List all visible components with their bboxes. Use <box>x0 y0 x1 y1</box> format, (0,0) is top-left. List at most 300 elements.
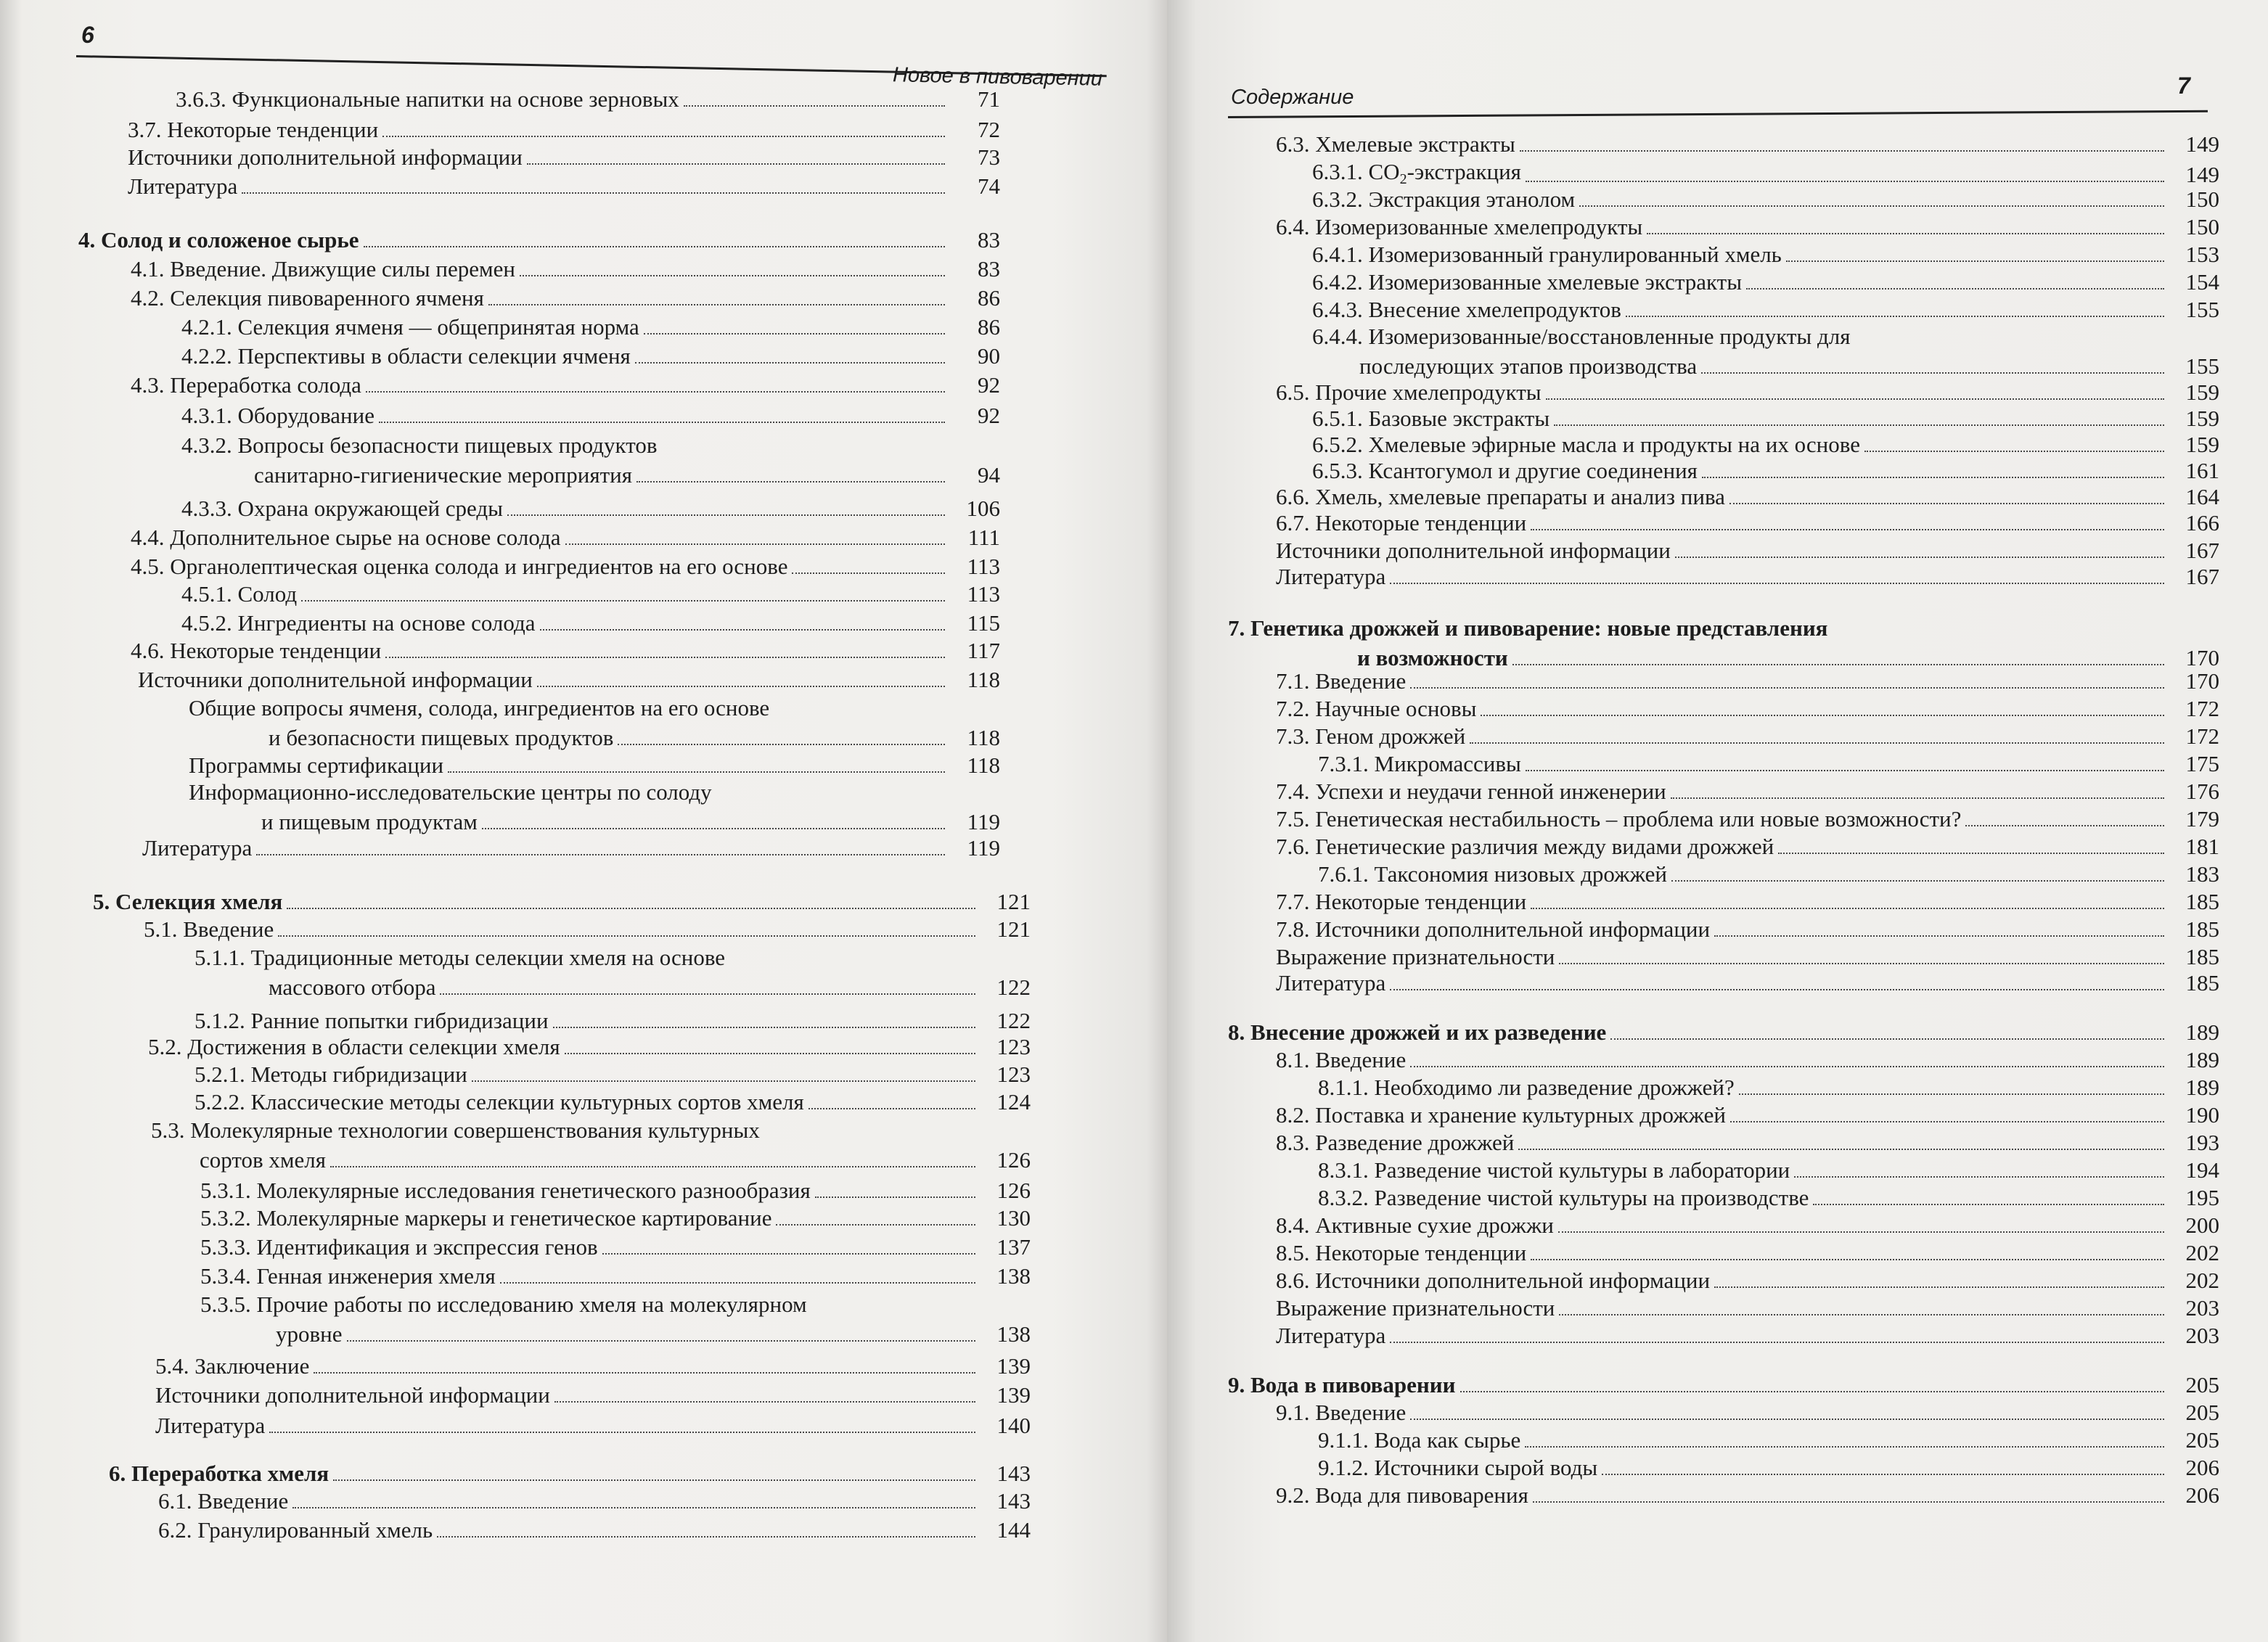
left-toc-entry-37 <box>155 1382 1031 1408</box>
toc-page-number: 138 <box>996 1263 1031 1289</box>
toc-entry-title: 5. Селекция хмеля <box>93 889 283 914</box>
right-toc-entry-0 <box>1276 131 2219 157</box>
toc-page-number: 92 <box>978 372 1000 398</box>
dot-leader <box>1531 908 2164 909</box>
right-toc-entry-17 <box>1276 668 2219 694</box>
toc-page-number: 144 <box>996 1517 1031 1543</box>
toc-entry-title: Источники дополнительной информации <box>138 667 533 692</box>
dot-leader <box>1546 398 2164 400</box>
toc-page-number: 185 <box>2185 916 2219 942</box>
right-toc-entry-22 <box>1276 805 2219 832</box>
toc-page-number: 121 <box>996 916 1031 942</box>
toc-entry-title: 6.5.2. Хмелевые эфирные масла и продукты на их основе <box>1312 432 1860 457</box>
dot-leader <box>256 854 945 855</box>
toc-entry-title: 8.3.2. Разведение чистой культуры на производстве <box>1318 1185 1809 1210</box>
toc-entry-title: 8.4. Активные сухие дрожжи <box>1276 1212 1554 1238</box>
toc-page-number: 175 <box>2185 751 2219 776</box>
dot-leader <box>278 935 975 937</box>
dot-leader <box>364 246 945 247</box>
toc-entry-title: Литература <box>155 1413 266 1438</box>
toc-page-number: 205 <box>2185 1400 2219 1425</box>
left-toc-entry-13 <box>131 524 1000 551</box>
toc-page-number: 206 <box>2185 1482 2219 1508</box>
left-toc-entry-17 <box>131 637 1000 664</box>
toc-page-number: 73 <box>978 144 1000 170</box>
toc-page-number: 126 <box>996 1147 1031 1173</box>
left-toc-entry-9 <box>131 371 1000 398</box>
dot-leader <box>1610 1038 2164 1040</box>
toc-entry-title: 5.3.3. Идентификация и экспрессия генов <box>200 1234 598 1260</box>
toc-page-number: 122 <box>996 1008 1031 1033</box>
toc-entry-title: 4.2.2. Перспективы в области селекции ячменя <box>181 343 631 369</box>
left-toc-entry-19 <box>269 724 1000 751</box>
toc-page-number: 181 <box>2185 834 2219 859</box>
dot-leader <box>520 275 945 276</box>
left-toc-entry-0 <box>176 86 1000 112</box>
toc-entry-title: 4.1. Введение. Движущие силы перемен <box>131 256 515 282</box>
toc-page-number: 90 <box>978 343 1000 369</box>
dot-leader <box>554 1401 975 1403</box>
toc-page-number: 118 <box>967 752 1000 778</box>
toc-entry-title: сортов хмеля <box>200 1147 326 1173</box>
toc-entry-title: 5.2. Достижения в области селекции хмеля <box>148 1034 560 1059</box>
toc-entry-title: 7.3.1. Микромассивы <box>1318 751 1521 776</box>
left-toc-entry-15 <box>181 580 1000 607</box>
dot-leader <box>507 514 945 516</box>
toc-entry-title: 8.3. Разведение дрожжей <box>1276 1130 1515 1155</box>
dot-leader <box>684 105 945 107</box>
toc-entry-title: 4.5.1. Солод <box>181 581 298 607</box>
dot-leader <box>1390 583 2164 584</box>
right-toc-entry-19 <box>1276 723 2219 750</box>
toc-page-number: 185 <box>2185 944 2219 969</box>
right-toc-entry-42 <box>1276 1399 2219 1426</box>
toc-page-number: 83 <box>978 227 1000 253</box>
toc-entry-title: 3.6.3. Функциональные напитки на основе зерновых <box>176 86 679 112</box>
dot-leader <box>1729 503 2164 504</box>
toc-page-number: 106 <box>966 496 1000 521</box>
dot-leader <box>792 572 945 574</box>
toc-entry-title: 9.2. Вода для пивоварения <box>1276 1482 1528 1508</box>
toc-page-number: 172 <box>2185 723 2219 749</box>
toc-entry-title: и пищевым продуктам <box>261 809 478 834</box>
left-toc-entry-10 <box>181 402 1000 429</box>
dot-leader <box>540 629 945 631</box>
dot-leader <box>1410 687 2164 689</box>
running-header-left: Новое в пивоварении <box>892 63 1103 91</box>
left-toc-entry-1 <box>128 116 1000 143</box>
left-toc-entry-4 <box>78 226 1000 253</box>
toc-entry-title: 5.1. Введение <box>144 916 274 942</box>
dot-leader <box>527 163 945 165</box>
toc-page-number: 170 <box>2185 668 2219 694</box>
toc-entry-title: 6.3.1. $CO_2$-экстракция <box>1312 159 1521 187</box>
toc-page-number: 140 <box>996 1413 1031 1438</box>
left-toc-entry-21 <box>261 808 1000 835</box>
dot-leader <box>1470 742 2164 744</box>
toc-page-number: 179 <box>2185 806 2219 832</box>
toc-page-number: 202 <box>2185 1240 2219 1265</box>
dot-leader <box>314 1372 975 1374</box>
dot-leader <box>815 1196 975 1198</box>
toc-entry-title: 6.6. Хмель, хмелевые препараты и анализ пива <box>1276 484 1725 509</box>
toc-page-number: 153 <box>2185 242 2219 267</box>
dot-leader <box>1531 1259 2164 1260</box>
right-toc-entry-36 <box>1276 1212 2219 1239</box>
toc-entry-title: 4.6. Некоторые тенденции <box>131 638 382 663</box>
toc-entry-title: 5.3.2. Молекулярные маркеры и генетическое картирование <box>200 1205 772 1231</box>
toc-entry-title: 5.2.2. Классические методы селекции культурных сортов хмеля <box>195 1089 804 1114</box>
left-toc-entry-8 <box>181 342 1000 369</box>
toc-page-number: 194 <box>2185 1157 2219 1183</box>
toc-page-number: 94 <box>978 462 1000 488</box>
left-toc-entry-30 <box>200 1146 1031 1173</box>
right-toc-entry-3 <box>1276 213 2219 240</box>
toc-page-number: 159 <box>2185 406 2219 431</box>
toc-entry-title: 6.4.2. Изомеризованные хмелевые экстракты <box>1312 269 1743 295</box>
dot-leader <box>1526 770 2164 771</box>
toc-entry-title: 7.3. Геном дрожжей <box>1276 723 1466 749</box>
toc-page-number: 92 <box>978 403 1000 428</box>
right-toc-entry-25 <box>1276 888 2219 915</box>
toc-page-number: 86 <box>978 285 1000 311</box>
left-toc-entry-25-line1: 5.1.1. Традиционные методы селекции хмеля на основе <box>195 945 726 970</box>
right-toc-entry-14 <box>1276 537 2219 564</box>
dot-leader <box>1520 150 2164 152</box>
right-toc-entry-2 <box>1312 186 2219 213</box>
toc-page-number: 183 <box>2185 861 2219 887</box>
dot-leader <box>1525 1446 2164 1448</box>
right-toc-entry-41 <box>1228 1371 2219 1398</box>
toc-entry-title: 4.3. Переработка солода <box>131 372 361 398</box>
toc-page-number: 86 <box>978 314 1000 340</box>
toc-page-number: 189 <box>2185 1075 2219 1100</box>
dot-leader <box>644 333 945 334</box>
left-toc-entry-33 <box>200 1233 1031 1260</box>
toc-entry-title: 6.5. Прочие хмелепродукты <box>1276 379 1542 405</box>
toc-entry-title: Литература <box>1276 1323 1386 1348</box>
dot-leader <box>1671 797 2164 799</box>
toc-page-number: 123 <box>996 1034 1031 1059</box>
right-toc-entry-30 <box>1276 1046 2219 1073</box>
toc-entry-title: 5.1.2. Ранние попытки гибридизации <box>195 1008 549 1033</box>
running-header-right: Содержание <box>1231 86 1354 109</box>
toc-page-number: 185 <box>2185 889 2219 914</box>
toc-entry-title: Источники дополнительной информации <box>1276 538 1671 563</box>
toc-entry-title: и безопасности пищевых продуктов <box>269 725 614 750</box>
dot-leader <box>1965 825 2164 826</box>
dot-leader <box>1558 1231 2164 1233</box>
toc-entry-title: 7.7. Некоторые тенденции <box>1276 889 1527 914</box>
right-toc-entry-37 <box>1276 1239 2219 1266</box>
toc-page-number: 155 <box>2185 297 2219 322</box>
dot-leader <box>1702 477 2164 478</box>
toc-entry-title: Выражение признательности <box>1276 1295 1555 1321</box>
right-toc-entry-9 <box>1312 405 2219 432</box>
toc-page-number: 203 <box>2185 1295 2219 1321</box>
toc-page-number: 159 <box>2185 379 2219 405</box>
dot-leader <box>292 1507 975 1508</box>
left-toc-entry-32 <box>200 1204 1031 1231</box>
toc-entry-title: Выражение признательности <box>1276 944 1555 969</box>
dot-leader <box>437 1536 975 1538</box>
toc-entry-title: 8.6. Источники дополнительной информации <box>1276 1268 1711 1293</box>
left-toc-entry-11 <box>254 461 1000 488</box>
left-toc-entry-29 <box>195 1088 1031 1115</box>
dot-leader <box>366 391 945 393</box>
right-page <box>1167 0 2268 1642</box>
toc-entry-title: 6.4.1. Изомеризованный гранулированный хмель <box>1312 242 1782 267</box>
page-number-right: 7 <box>2177 73 2190 99</box>
dot-leader <box>565 543 946 545</box>
toc-entry-title: 9.1.1. Вода как сырье <box>1318 1427 1521 1453</box>
toc-page-number: 121 <box>996 889 1031 914</box>
right-toc-entry-29 <box>1228 1019 2219 1046</box>
toc-entry-title: 6.1. Введение <box>158 1488 289 1514</box>
toc-entry-title: 7.8. Источники дополнительной информации <box>1276 916 1711 942</box>
toc-page-number: 154 <box>2185 269 2219 295</box>
toc-page-number: 119 <box>967 835 1000 861</box>
left-toc-entry-7 <box>181 313 1000 340</box>
toc-entry-title: и возможности <box>1357 645 1508 670</box>
toc-page-number: 205 <box>2185 1372 2219 1397</box>
left-toc-entry-14 <box>131 553 1000 580</box>
dot-leader <box>1671 880 2164 882</box>
dot-leader <box>440 993 975 995</box>
toc-entry-title: 9.1.2. Источники сырой воды <box>1318 1455 1598 1480</box>
dot-leader <box>1531 529 2164 530</box>
dot-leader <box>636 481 945 483</box>
toc-entry-title: 3.7. Некоторые тенденции <box>128 117 379 142</box>
toc-page-number: 200 <box>2185 1212 2219 1238</box>
toc-entry-title: 8.2. Поставка и хранение культурных дрожжей <box>1276 1102 1726 1128</box>
toc-page-number: 189 <box>2185 1047 2219 1072</box>
dot-leader <box>1794 1176 2164 1178</box>
dot-leader <box>1626 316 2164 317</box>
toc-entry-title: 4.5. Органолептическая оценка солода и ингредиентов на его основе <box>131 554 788 579</box>
toc-entry-title: 6.5.3. Ксантогумол и другие соединения <box>1312 458 1698 483</box>
dot-leader <box>1579 205 2164 207</box>
toc-entry-title: 6. Переработка хмеля <box>109 1461 329 1486</box>
left-toc-entry-22 <box>142 834 1000 861</box>
left-toc-entry-36 <box>155 1352 1031 1379</box>
right-toc-entry-8 <box>1276 379 2219 406</box>
dot-leader <box>488 304 945 305</box>
left-toc-entry-11-line1: 4.3.2. Вопросы безопасности пищевых продуктов <box>181 432 658 458</box>
right-toc-entry-33 <box>1276 1129 2219 1156</box>
right-toc-entry-34 <box>1318 1157 2219 1183</box>
toc-entry-title: 4.5.2. Ингредиенты на основе солода <box>181 610 536 636</box>
left-toc-entry-16 <box>181 609 1000 636</box>
toc-page-number: 130 <box>996 1205 1031 1231</box>
toc-entry-title: 8.1. Введение <box>1276 1047 1407 1072</box>
toc-entry-title: Программы сертификации <box>189 752 444 778</box>
dot-leader <box>1559 963 2164 964</box>
toc-page-number: 126 <box>996 1178 1031 1203</box>
right-toc-entry-4 <box>1312 241 2219 268</box>
dot-leader <box>1602 1474 2164 1475</box>
toc-entry-title: 4. Солод и соложеное сырье <box>78 227 359 253</box>
toc-page-number: 167 <box>2185 538 2219 563</box>
page-number-left: 6 <box>81 22 94 48</box>
toc-page-number: 195 <box>2185 1185 2219 1210</box>
right-toc-entry-13 <box>1276 509 2219 536</box>
left-toc-entry-39 <box>109 1460 1031 1487</box>
toc-page-number: 72 <box>978 117 1000 142</box>
dot-leader <box>385 657 945 658</box>
left-toc-entry-25 <box>269 974 1031 1001</box>
right-toc-entry-27 <box>1276 943 2219 970</box>
toc-entry-title: 7.6.1. Таксономия низовых дрожжей <box>1318 861 1667 887</box>
left-toc-entry-6 <box>131 284 1000 311</box>
toc-page-number: 123 <box>996 1062 1031 1087</box>
toc-entry-title: Литература <box>128 173 238 199</box>
toc-page-number: 118 <box>967 667 1000 692</box>
dot-leader <box>776 1224 975 1226</box>
right-toc-entry-23 <box>1276 833 2219 860</box>
right-toc-entry-18 <box>1276 695 2219 722</box>
right-toc-entry-6 <box>1312 296 2219 323</box>
dot-leader <box>618 744 945 745</box>
toc-entry-title: 6.3.2. Экстракция этанолом <box>1312 186 1576 212</box>
right-toc-entry-7-line1: 6.4.4. Изомеризованные/восстановленные продукты для <box>1312 324 1851 349</box>
left-toc-entry-35-line1: 5.3.5. Прочие работы по исследованию хмеля на молекулярном <box>200 1292 807 1317</box>
dot-leader <box>1554 424 2164 426</box>
toc-page-number: 193 <box>2185 1130 2219 1155</box>
right-toc-entry-43 <box>1318 1427 2219 1453</box>
dot-leader <box>330 1166 975 1167</box>
toc-page-number: 176 <box>2185 779 2219 804</box>
toc-page-number: 113 <box>967 581 1000 607</box>
right-toc-entry-20 <box>1318 750 2219 777</box>
left-toc-entry-38 <box>155 1412 1031 1439</box>
toc-entry-title: 4.2.1. Селекция ячменя — общепринятая норма <box>181 314 639 340</box>
left-toc-entry-28 <box>195 1061 1031 1088</box>
dot-leader <box>269 1432 975 1433</box>
dot-leader <box>301 600 945 602</box>
toc-page-number: 143 <box>996 1461 1031 1486</box>
toc-page-number: 139 <box>996 1382 1031 1408</box>
dot-leader <box>1730 1121 2164 1122</box>
right-toc-entry-35 <box>1318 1184 2219 1211</box>
toc-entry-title: 8.1.1. Необходимо ли разведение дрожжей? <box>1318 1075 1735 1100</box>
left-toc-entry-23 <box>93 888 1031 915</box>
toc-page-number: 167 <box>2185 564 2219 589</box>
toc-page-number: 202 <box>2185 1268 2219 1293</box>
right-toc-entry-11 <box>1312 457 2219 484</box>
dot-leader <box>1518 1149 2164 1150</box>
toc-page-number: 113 <box>967 554 1000 579</box>
left-toc-entry-31 <box>200 1177 1031 1204</box>
left-toc-entry-20 <box>189 752 1000 779</box>
dot-leader <box>1390 989 2164 990</box>
left-toc-entry-18 <box>138 666 1000 693</box>
header-rule-right <box>1228 110 2208 118</box>
left-toc-entry-5 <box>131 255 1000 282</box>
dot-leader <box>472 1080 975 1082</box>
toc-page-number: 164 <box>2185 484 2219 509</box>
left-toc-entry-41 <box>158 1516 1031 1543</box>
toc-page-number: 155 <box>2185 353 2219 379</box>
toc-page-number: 161 <box>2185 458 2219 483</box>
toc-page-number: 149 <box>2185 161 2219 187</box>
toc-entry-title: массового отбора <box>269 974 436 1000</box>
dot-leader <box>537 686 945 687</box>
left-toc-entry-2 <box>128 144 1000 171</box>
left-toc-entry-34 <box>200 1263 1031 1289</box>
toc-entry-title: Литература <box>1276 564 1386 589</box>
toc-page-number: 185 <box>2185 970 2219 996</box>
toc-entry-title: 6.4.3. Внесение хмелепродуктов <box>1312 297 1621 322</box>
left-toc-entry-27 <box>148 1033 1031 1060</box>
toc-entry-title: 6.2. Гранулированный хмель <box>158 1517 433 1543</box>
right-toc-entry-15 <box>1276 563 2219 590</box>
toc-page-number: 122 <box>996 974 1031 1000</box>
toc-entry-title: 5.3.1. Молекулярные исследования генетического разнообразия <box>200 1178 811 1203</box>
toc-entry-title: 8. Внесение дрожжей и их разведение <box>1228 1019 1607 1045</box>
dot-leader <box>1778 853 2164 854</box>
left-toc-entry-24 <box>144 916 1031 943</box>
toc-page-number: 189 <box>2185 1019 2219 1045</box>
left-toc-entry-30-line1: 5.3. Молекулярные технологии совершенствования культурных <box>151 1117 760 1143</box>
toc-page-number: 124 <box>996 1089 1031 1114</box>
dot-leader <box>1559 1314 2164 1315</box>
dot-leader <box>242 192 945 194</box>
toc-entry-title: последующих этапов производства <box>1359 353 1698 379</box>
toc-entry-title: Литература <box>1276 970 1386 996</box>
right-toc-entry-16-line1: 7. Генетика дрожжей и пивоварение: новые представления <box>1228 615 1828 641</box>
toc-entry-title: 6.3. Хмелевые экстракты <box>1276 131 1515 157</box>
toc-page-number: 138 <box>996 1321 1031 1347</box>
toc-page-number: 119 <box>967 809 1000 834</box>
dot-leader <box>1410 1419 2164 1420</box>
dot-leader <box>1714 935 2164 937</box>
left-toc-entry-21-line1: Информационно-исследовательские центры по солоду <box>189 779 712 805</box>
right-toc-entry-1 <box>1312 158 2219 188</box>
toc-entry-title: 7.4. Успехи и неудачи генной инженерии <box>1276 779 1666 804</box>
toc-page-number: 111 <box>967 525 1000 550</box>
toc-entry-title: 7.5. Генетическая нестабильность – проблема или новые возможности? <box>1276 806 1962 832</box>
toc-entry-title: 7.1. Введение <box>1276 668 1407 694</box>
dot-leader <box>379 422 945 423</box>
toc-entry-title: 5.4. Заключение <box>155 1353 310 1379</box>
dot-leader <box>1533 1501 2164 1503</box>
right-toc-entry-26 <box>1276 916 2219 943</box>
toc-page-number: 143 <box>996 1488 1031 1514</box>
left-toc-entry-19-line1: Общие вопросы ячменя, солода, ингредиентов на его основе <box>189 695 770 721</box>
toc-entry-title: 4.3.1. Оборудование <box>181 403 374 428</box>
toc-page-number: 203 <box>2185 1323 2219 1348</box>
right-toc-entry-31 <box>1318 1074 2219 1101</box>
left-toc-entry-12 <box>181 495 1000 522</box>
toc-entry-title: Литература <box>142 835 253 861</box>
toc-page-number: 115 <box>967 610 1000 636</box>
dot-leader <box>347 1340 976 1342</box>
dot-leader <box>602 1253 975 1255</box>
toc-page-number: 172 <box>2185 696 2219 721</box>
right-toc-entry-38 <box>1276 1267 2219 1294</box>
dot-leader <box>1390 1342 2164 1343</box>
dot-leader <box>565 1053 975 1054</box>
toc-entry-title: 4.2. Селекция пивоваренного ячменя <box>131 285 484 311</box>
dot-leader <box>1481 715 2164 716</box>
toc-page-number: 206 <box>2185 1455 2219 1480</box>
right-toc-entry-5 <box>1312 268 2219 295</box>
dot-leader <box>1701 372 2164 374</box>
toc-entry-title: уровне <box>276 1321 343 1347</box>
toc-entry-title: 5.3.4. Генная инженерия хмеля <box>200 1263 496 1289</box>
right-toc-entry-24 <box>1318 861 2219 887</box>
